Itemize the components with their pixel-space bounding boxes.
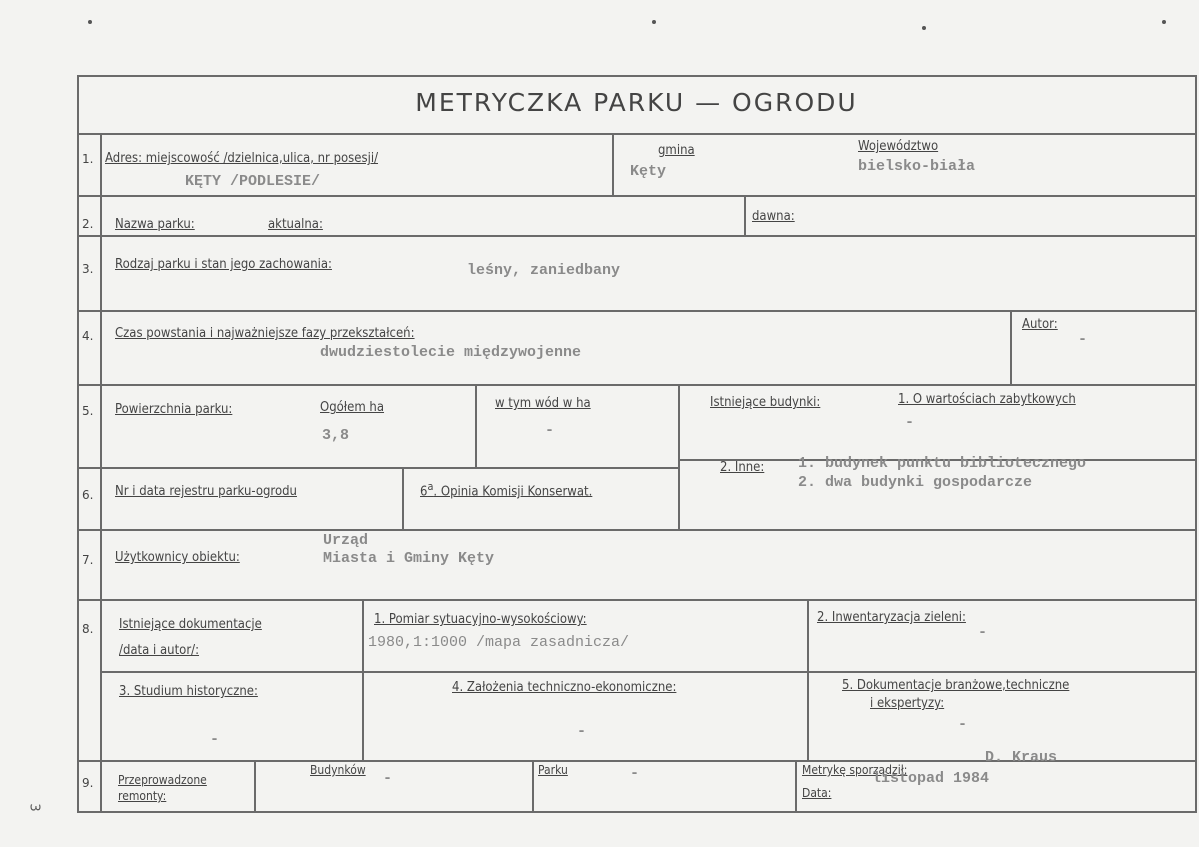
greenery-inventory-label: 2. Inwentaryzacja zieleni: bbox=[817, 610, 966, 625]
prepared-by-label: Metrykę sporządził: bbox=[802, 763, 908, 777]
frame-right bbox=[1195, 75, 1197, 813]
buildings-label: Istniejące budynki: bbox=[710, 395, 821, 410]
park-repairs-value: - bbox=[630, 765, 640, 782]
row-line bbox=[77, 467, 679, 469]
voivodeship-label: Województwo bbox=[858, 139, 939, 154]
speck bbox=[88, 20, 92, 24]
row-number: 4. bbox=[82, 329, 94, 343]
park-type-value: leśny, zaniedbany bbox=[467, 262, 621, 279]
park-type-label: Rodzaj parku i stan jego zachowania: bbox=[115, 257, 332, 272]
form-title: METRYCZKA PARKU — OGRODU bbox=[415, 88, 858, 117]
frame-top bbox=[77, 75, 1197, 77]
opinion-label bbox=[420, 480, 592, 499]
water-ha-value: - bbox=[545, 422, 555, 439]
col-line bbox=[795, 760, 797, 812]
row-number: 7. bbox=[82, 553, 94, 567]
survey-value: 1980,1:1000 /mapa zasadnicza/ bbox=[368, 634, 630, 651]
other-building-2: 2. dwa budynki gospodarcze bbox=[798, 474, 1033, 491]
total-ha-label: Ogółem ha bbox=[320, 400, 385, 415]
opinion-sup: a bbox=[427, 480, 434, 493]
margin-mark: 3 bbox=[26, 803, 42, 812]
survey-label: 1. Pomiar sytuacyjno-wysokościowy: bbox=[374, 612, 587, 627]
documentation-label-1: Istniejące dokumentacje bbox=[119, 617, 262, 632]
heritage-buildings-value: - bbox=[905, 414, 915, 431]
address-label: Adres: miejscowość /dzielnica,ulica, nr posesji/ bbox=[105, 151, 379, 166]
address-value: KĘTY /PODLESIE/ bbox=[185, 173, 321, 190]
prepared-by-value: D. Kraus bbox=[985, 749, 1058, 766]
col-line bbox=[402, 467, 404, 529]
heritage-buildings-label: 1. O wartościach zabytkowych bbox=[898, 392, 1076, 407]
row-line bbox=[77, 133, 1197, 135]
repairs-label-2: remonty: bbox=[118, 789, 167, 803]
row-line bbox=[77, 384, 1197, 386]
users-value-2: Miasta i Gminy Kęty bbox=[323, 550, 495, 567]
buildings-repairs-value: - bbox=[383, 770, 393, 787]
branch-docs-label-1: 5. Dokumentacje branżowe,techniczne bbox=[842, 678, 1070, 693]
buildings-repairs-label: Budynków bbox=[310, 763, 366, 777]
speck bbox=[1162, 20, 1166, 24]
branch-docs-value: - bbox=[958, 716, 968, 733]
frame-bottom bbox=[77, 811, 1197, 813]
historical-study-label: 3. Studium historyczne: bbox=[119, 684, 258, 699]
row-number: 8. bbox=[82, 622, 94, 636]
row-line bbox=[77, 195, 1197, 197]
users-label: Użytkownicy obiektu: bbox=[115, 550, 240, 565]
row-line bbox=[77, 599, 1197, 601]
frame-left bbox=[77, 75, 79, 813]
greenery-inventory-value: - bbox=[978, 624, 988, 641]
former-name-label: dawna: bbox=[752, 209, 795, 224]
tech-econ-value: - bbox=[577, 723, 587, 740]
park-name-label: Nazwa parku: bbox=[115, 217, 195, 232]
repairs-label-1: Przeprowadzone bbox=[118, 773, 207, 787]
row-line bbox=[77, 310, 1197, 312]
tech-econ-label: 4. Założenia techniczno-ekonomiczne: bbox=[452, 680, 677, 695]
row-line bbox=[100, 671, 1196, 673]
author-value: - bbox=[1078, 331, 1088, 348]
gmina-label: gmina bbox=[658, 143, 695, 158]
branch-docs-label-2: i ekspertyzy: bbox=[870, 696, 945, 711]
row-number: 9. bbox=[82, 776, 94, 790]
documentation-label-2: /data i autor/: bbox=[119, 643, 200, 658]
col-line bbox=[612, 133, 614, 195]
speck bbox=[652, 20, 656, 24]
row-number: 6. bbox=[82, 488, 94, 502]
row-number: 3. bbox=[82, 262, 94, 276]
row-number: 1. bbox=[82, 152, 94, 166]
current-name-label: aktualna: bbox=[268, 217, 323, 232]
water-ha-label: w tym wód w ha bbox=[495, 396, 591, 411]
voivodeship-value: bielsko-biała bbox=[858, 158, 976, 175]
col-line bbox=[532, 760, 534, 812]
creation-time-label: Czas powstania i najważniejsze fazy przekształceń: bbox=[115, 326, 415, 341]
col-line bbox=[744, 195, 746, 235]
col-line bbox=[362, 599, 364, 760]
col-line bbox=[475, 384, 477, 467]
historical-study-value: - bbox=[210, 731, 220, 748]
col-line bbox=[807, 599, 809, 760]
opinion-number: 6 bbox=[420, 484, 428, 500]
col-line bbox=[678, 384, 680, 529]
date-value: listopad 1984 bbox=[872, 770, 990, 787]
author-label: Autor: bbox=[1022, 317, 1058, 332]
row-number: 2. bbox=[82, 217, 94, 231]
total-ha-value: 3,8 bbox=[322, 427, 350, 444]
date-label: Data: bbox=[802, 786, 832, 800]
speck bbox=[922, 26, 926, 30]
park-repairs-label: Parku bbox=[538, 763, 568, 777]
row-line bbox=[77, 235, 1197, 237]
col-line bbox=[254, 760, 256, 812]
register-label: Nr i data rejestru parku-ogrodu bbox=[115, 484, 297, 499]
row-line bbox=[77, 529, 1197, 531]
row-number: 5. bbox=[82, 404, 94, 418]
col-line bbox=[1010, 310, 1012, 384]
creation-time-value: dwudziestolecie międzywojenne bbox=[320, 344, 582, 361]
gmina-value: Kęty bbox=[630, 163, 667, 180]
area-label: Powierzchnia parku: bbox=[115, 402, 233, 417]
users-value-1: Urząd bbox=[323, 532, 369, 549]
other-building-1: 1. budynek punktu bibliotecznego bbox=[798, 455, 1087, 472]
other-buildings-label: 2. Inne: bbox=[720, 460, 765, 475]
opinion-text: . Opinia Komisji Konserwat. bbox=[433, 484, 593, 500]
